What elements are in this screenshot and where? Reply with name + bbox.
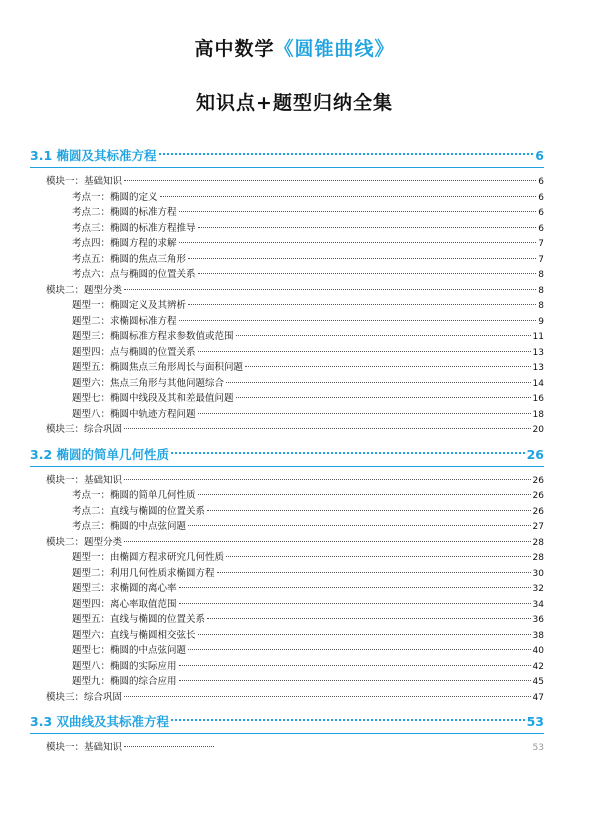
toc-topic-entry[interactable] <box>30 329 544 345</box>
toc-page-number: 8 <box>538 285 544 296</box>
dot-leader <box>198 351 531 352</box>
dot-leader <box>236 397 531 398</box>
dot-leader <box>160 196 537 197</box>
toc-module-entry[interactable] <box>30 422 544 438</box>
dot-leader <box>179 680 531 681</box>
dot-leader <box>159 153 534 155</box>
toc-topic-entry[interactable] <box>30 659 544 675</box>
toc-section-heading[interactable] <box>30 444 544 466</box>
toc-entry-label: 3.2 椭圆的简单几何性质 <box>30 446 169 462</box>
toc-topic-entry[interactable] <box>30 550 544 566</box>
document-subtitle: 知识点+题型归纳全集 <box>196 92 393 114</box>
toc-module-entry[interactable] <box>30 740 544 756</box>
toc-page-number: 28 <box>532 537 544 548</box>
toc-topic-entry[interactable] <box>30 391 544 407</box>
dot-leader <box>171 719 525 721</box>
toc-page-number: 7 <box>538 254 544 265</box>
toc-topic-entry[interactable] <box>30 190 544 206</box>
toc-entry-label: 题型八：椭圆中轨迹方程问题 <box>72 408 196 420</box>
toc-page-number: 6 <box>535 148 544 163</box>
toc-module-entry[interactable] <box>30 283 544 299</box>
toc-topic-entry[interactable] <box>30 519 544 535</box>
toc-entry-label: 题型二：求椭圆标准方程 <box>72 315 177 327</box>
toc-topic-entry[interactable] <box>30 298 544 314</box>
toc-topic-entry[interactable] <box>30 345 544 361</box>
dot-leader <box>124 180 536 181</box>
toc-topic-entry[interactable] <box>30 267 544 283</box>
toc-module-entry[interactable] <box>30 690 544 706</box>
toc-entry-label: 题型六：直线与椭圆相交弦长 <box>72 629 196 641</box>
dot-leader <box>124 428 531 429</box>
toc-page-number: 6 <box>538 192 544 203</box>
toc-entry-label: 题型七：椭圆中线段及其和差最值问题 <box>72 393 234 404</box>
toc-entry-label: 模块一：基础知识 <box>46 742 123 753</box>
toc-topic-entry[interactable] <box>30 643 544 659</box>
section-underline <box>30 466 544 467</box>
toc-topic-entry[interactable] <box>30 488 544 504</box>
toc-entry-label: 考点一：椭圆的定义 <box>72 191 158 203</box>
toc-page-number: 13 <box>532 363 544 373</box>
toc-entry-label: 题型七：椭圆的中点弦问题 <box>72 645 187 656</box>
dot-leader <box>179 665 531 666</box>
toc-entry-label: 模块一：基础知识 <box>46 474 123 486</box>
toc-page-number: 42 <box>532 661 544 672</box>
title-highlight: 《圆锥曲线》 <box>274 38 395 60</box>
toc-page-number: 6 <box>538 208 544 218</box>
toc-entry-label: 题型四：离心率取值范围 <box>72 598 177 610</box>
toc-entry-label: 考点四：椭圆方程的求解 <box>72 238 177 249</box>
toc-page-number: 14 <box>532 378 544 389</box>
toc-entry-label: 模块二：题型分类 <box>46 284 123 296</box>
dot-leader <box>198 227 537 228</box>
dot-leader <box>207 618 531 619</box>
dot-leader <box>188 304 536 305</box>
dot-leader <box>188 525 531 526</box>
toc-entry-label: 考点一：椭圆的简单几何性质 <box>72 490 196 501</box>
toc-entry-label: 考点二：直线与椭圆的位置关系 <box>72 505 206 517</box>
toc-topic-entry[interactable] <box>30 205 544 221</box>
toc-entry-label: 题型九：椭圆的综合应用 <box>72 676 177 687</box>
toc-section-heading[interactable] <box>30 711 544 733</box>
toc-topic-entry[interactable] <box>30 612 544 628</box>
toc-entry-label: 考点五：椭圆的焦点三角形 <box>72 253 187 265</box>
toc-entry-label: 考点三：椭圆的标准方程推导 <box>72 222 196 234</box>
dot-leader <box>124 289 536 290</box>
toc-entry-label: 3.1 椭圆及其标准方程 <box>30 148 157 163</box>
toc-topic-entry[interactable] <box>30 628 544 644</box>
dot-leader <box>179 320 537 321</box>
toc-module-entry[interactable] <box>30 174 544 190</box>
toc-entry-label: 题型二：利用几何性质求椭圆方程 <box>72 567 215 579</box>
dot-leader <box>198 413 531 414</box>
toc-entry-label: 3.3 双曲线及其标准方程 <box>30 714 169 729</box>
dot-leader <box>198 494 531 495</box>
toc-page-number: 6 <box>538 177 544 187</box>
toc-topic-entry[interactable] <box>30 360 544 376</box>
toc-entry-label: 题型六：焦点三角形与其他问题综合 <box>72 377 225 389</box>
toc-topic-entry[interactable] <box>30 236 544 252</box>
toc-page-number: 34 <box>532 599 544 610</box>
toc-entry-label: 题型五：直线与椭圆的位置关系 <box>72 614 206 625</box>
toc-page-number: 13 <box>532 347 544 358</box>
dot-leader <box>198 273 537 274</box>
toc-entry-label: 题型四：点与椭圆的位置关系 <box>72 346 196 358</box>
toc-page-number: 26 <box>532 475 544 486</box>
toc-section-heading[interactable] <box>30 145 544 167</box>
dot-leader <box>207 510 531 511</box>
toc-topic-entry[interactable] <box>30 252 544 268</box>
document-title <box>0 34 589 61</box>
toc-page-number: 9 <box>538 316 544 327</box>
toc-entry-label: 模块一：基础知识 <box>46 176 123 187</box>
toc-module-entry[interactable] <box>30 535 544 551</box>
toc-entry-label: 题型五：椭圆焦点三角形周长与面积问题 <box>72 362 244 373</box>
toc-page-number: 26 <box>532 506 544 517</box>
title-prefix: 高中数学 <box>194 38 275 60</box>
dot-leader <box>124 746 214 747</box>
dot-leader <box>188 258 536 259</box>
toc-page-number: 32 <box>532 584 544 594</box>
toc-entry-label: 题型八：椭圆的实际应用 <box>72 660 177 672</box>
toc-entry-label: 题型三：椭圆标准方程求参数值或范围 <box>72 331 234 342</box>
toc-entry-label: 题型一：椭圆定义及其辨析 <box>72 300 187 311</box>
toc-page-number: 18 <box>532 409 544 420</box>
toc-entry-label: 模块三：综合巩固 <box>46 691 123 703</box>
toc-topic-entry[interactable] <box>30 581 544 597</box>
dot-leader <box>226 382 531 383</box>
toc-page-number: 53 <box>526 714 544 729</box>
dot-leader <box>245 366 531 367</box>
toc-page-number: 47 <box>532 692 544 703</box>
toc-entry-label: 模块三：综合巩固 <box>46 424 123 435</box>
dot-leader <box>179 603 531 604</box>
toc-topic-entry[interactable] <box>30 376 544 392</box>
toc-page-number: 20 <box>532 425 544 435</box>
toc-entry-label: 考点三：椭圆的中点弦问题 <box>72 521 187 532</box>
toc-page-number: 53 <box>532 743 544 753</box>
toc-page-number: 6 <box>538 223 544 234</box>
toc-page-number: 8 <box>538 270 544 280</box>
dot-leader <box>217 572 531 573</box>
toc-page-number: 28 <box>532 553 544 563</box>
section-underline <box>30 167 544 168</box>
dot-leader <box>179 242 537 243</box>
toc-entry-label: 模块二：题型分类 <box>46 536 123 548</box>
toc-topic-entry[interactable] <box>30 504 544 520</box>
toc-page-number: 8 <box>538 301 544 311</box>
dot-leader <box>179 587 531 588</box>
toc-topic-entry[interactable] <box>30 597 544 613</box>
toc-page-number: 40 <box>532 646 544 656</box>
toc-page-number: 30 <box>532 568 544 579</box>
toc-page-number: 38 <box>532 630 544 641</box>
toc-page-number: 27 <box>532 522 544 532</box>
toc-topic-entry[interactable] <box>30 221 544 237</box>
dot-leader <box>171 452 525 454</box>
toc-page-number: 7 <box>538 239 544 249</box>
dot-leader <box>236 335 531 336</box>
toc-topic-entry[interactable] <box>30 314 544 330</box>
toc-entry-label: 考点六：点与椭圆的位置关系 <box>72 269 196 280</box>
toc-topic-entry[interactable] <box>30 407 544 423</box>
toc-page-number: 26 <box>532 491 544 501</box>
dot-leader <box>124 696 531 697</box>
toc-entry-label: 考点二：椭圆的标准方程 <box>72 207 177 218</box>
dot-leader <box>198 634 531 635</box>
toc-topic-entry[interactable] <box>30 674 544 690</box>
toc-page-number: 26 <box>526 446 544 462</box>
toc-page-number: 11 <box>532 332 544 342</box>
dot-leader <box>179 211 537 212</box>
toc-topic-entry[interactable] <box>30 566 544 582</box>
table-of-contents <box>30 145 544 756</box>
dot-leader <box>124 541 531 542</box>
dot-leader <box>124 479 531 480</box>
toc-entry-label: 题型三：求椭圆的离心率 <box>72 583 177 594</box>
toc-page-number: 45 <box>532 677 544 687</box>
toc-page-number: 36 <box>532 615 544 625</box>
dot-leader <box>226 556 531 557</box>
toc-entry-label: 题型一：由椭圆方程求研究几何性质 <box>72 552 225 563</box>
section-underline <box>30 733 544 734</box>
toc-page-number: 16 <box>532 394 544 404</box>
toc-module-entry[interactable] <box>30 473 544 489</box>
dot-leader <box>188 649 531 650</box>
